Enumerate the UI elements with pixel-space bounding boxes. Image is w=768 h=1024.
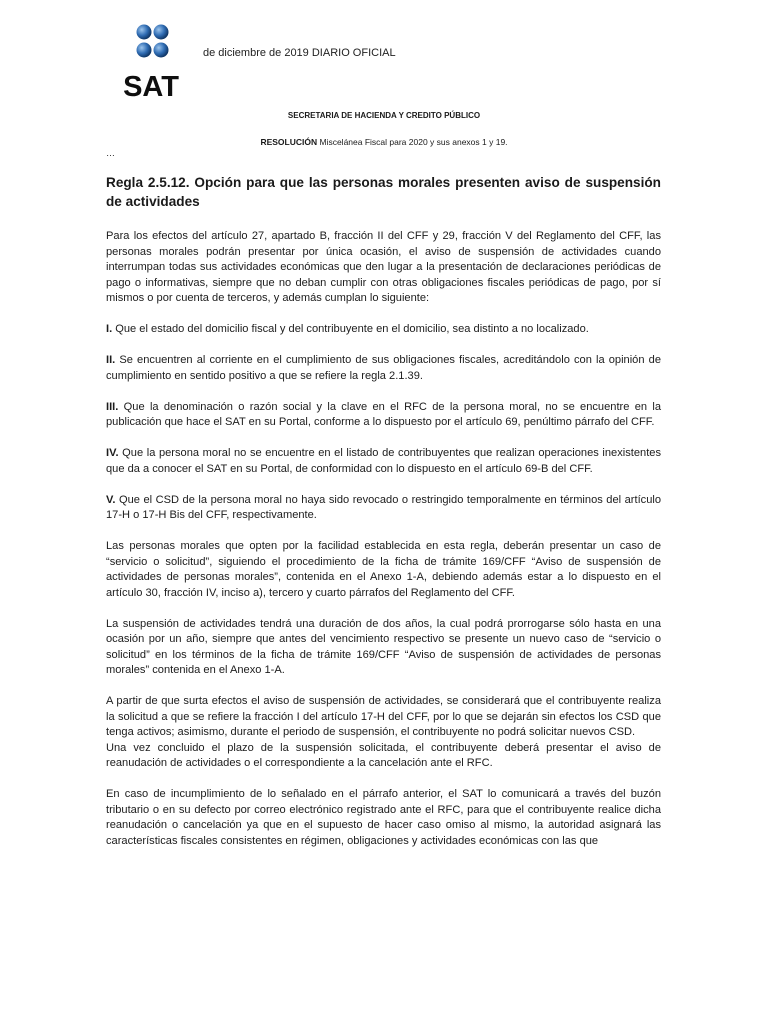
item-text: Que el estado del domicilio fiscal y del contribuyente en el domicilio, sea distinto a no localizado. xyxy=(112,323,589,335)
list-item-4 xyxy=(106,446,661,477)
ellipsis-marker: … xyxy=(106,148,115,158)
noncompliance-paragraph: En caso de incumplimiento de lo señalado en el párrafo anterior, el SAT lo comunicará a través del buzón tributario o en su defecto por correo electrónico registrado ante el RFC, para que el contribuyente realice dicha reanudación o cancelación ya que en el supuesto de hacer caso omiso al mismo, la autoridad asignará las características fiscales consistentes en régimen, obligaciones y actividades económicas con las que xyxy=(106,788,661,847)
agency-name: SECRETARIA DE HACIENDA Y CREDITO PÚBLICO xyxy=(287,111,481,120)
conclusion-paragraph: Una vez concluido el plazo de la suspensión solicitada, el contribuyente deberá presentar el aviso de reanudación de actividades o el correspondiente a la cancelación ante el RFC. xyxy=(106,741,661,769)
logo-wordmark: SAT xyxy=(123,71,179,100)
item-number: IV. xyxy=(106,447,119,459)
item-text: Que la denominación o razón social y la clave en el RFC de la persona moral, no se encuentre en la publicación que hace el SAT en su Portal, conforme a lo dispuesto por el artículo 69, penúltimo párrafo del CFF. xyxy=(106,400,661,428)
item-number: I. xyxy=(106,323,113,335)
item-number: V. xyxy=(106,493,116,506)
resolution-title xyxy=(0,137,768,147)
item-text: Se encuentren al corriente en el cumplimiento de sus obligaciones fiscales, acreditándolo con la opinión de cumplimiento en sentido positivo a que se refiere la regla 2.1.39. xyxy=(106,354,661,382)
item-text: Que la persona moral no se encuentre en el listado de contribuyentes que realizan operaciones inexistentes que da a conocer el SAT en su Portal, de conformidad con lo dispuesto en el artículo 69-B del CFF. xyxy=(106,447,661,475)
item-text: Que el CSD de la persona moral no haya sido revocado o restringido temporalmente en términos del artículo 17-H o 17-H Bis del CFF, respectivamente. xyxy=(106,493,661,521)
resolution-description: Miscelánea Fiscal para 2020 y sus anexos 1 y 19. xyxy=(317,137,508,147)
intro-paragraph: Para los efectos del artículo 27, apartado B, fracción II del CFF y 29, fracción V del Reglamento del CFF, las personas morales podrán presentar por única ocasión, el aviso de suspensión de actividades cuando interrumpan todas sus actividades económicas que den lugar a la presentación de declaraciones periódicas de pago o informativas, siempre que no deban cumplir con otras obligaciones fiscales periódicas de pago, por sí mismos o por cuenta de terceros, y además cumplan lo siguiente: xyxy=(106,230,661,304)
list-item-3 xyxy=(106,400,661,431)
effects-paragraph: A partir de que surta efectos el aviso de suspensión de actividades, se considerará que el contribuyente realiza la solicitud a que se refiere la fracción I del artículo 17-H del CFF, por lo que se dejarán sin efectos los CSD que tenga activos; asimismo, durante el periodo de suspensión, el contribuyente no podrá solicitar nuevos CSD. xyxy=(106,695,661,738)
item-number: II. xyxy=(106,354,116,366)
header-date-line: de diciembre de 2019 DIARIO OFICIAL xyxy=(203,47,396,59)
duration-paragraph: La suspensión de actividades tendrá una duración de dos años, la cual podrá prorrogarse sólo hasta en una ocasión por un año, siempre que antes del vencimiento respectivo se presente un nuevo caso de “servicio o solicitud” en los términos de la ficha de trámite 169/CFF “Aviso de suspensión de actividades de personas morales” contenida en el Anexo 1-A. xyxy=(106,617,661,676)
rule-body xyxy=(106,229,661,865)
item-number: III. xyxy=(106,400,119,413)
resolution-label: RESOLUCIÓN xyxy=(260,137,318,147)
list-item-2 xyxy=(106,353,661,384)
list-item-5 xyxy=(106,493,661,524)
case-paragraph: Las personas morales que opten por la facilidad establecida en esta regla, deberán presentar un caso de “servicio o solicitud”, siguiendo el procedimiento de la ficha de trámite 169/CFF “Aviso de suspensión de actividades de personas morales”, contenida en el Anexo 1-A, debiendo además estar a lo dispuesto en el artículo 30, fracción IV, inciso a), tercero y cuarto párrafos del Reglamento del CFF. xyxy=(106,540,661,599)
rule-title: Regla 2.5.12. Opción para que las personas morales presenten aviso de suspensión de actividades xyxy=(106,175,661,209)
sat-logo xyxy=(108,24,194,100)
list-item-1 xyxy=(106,322,661,338)
